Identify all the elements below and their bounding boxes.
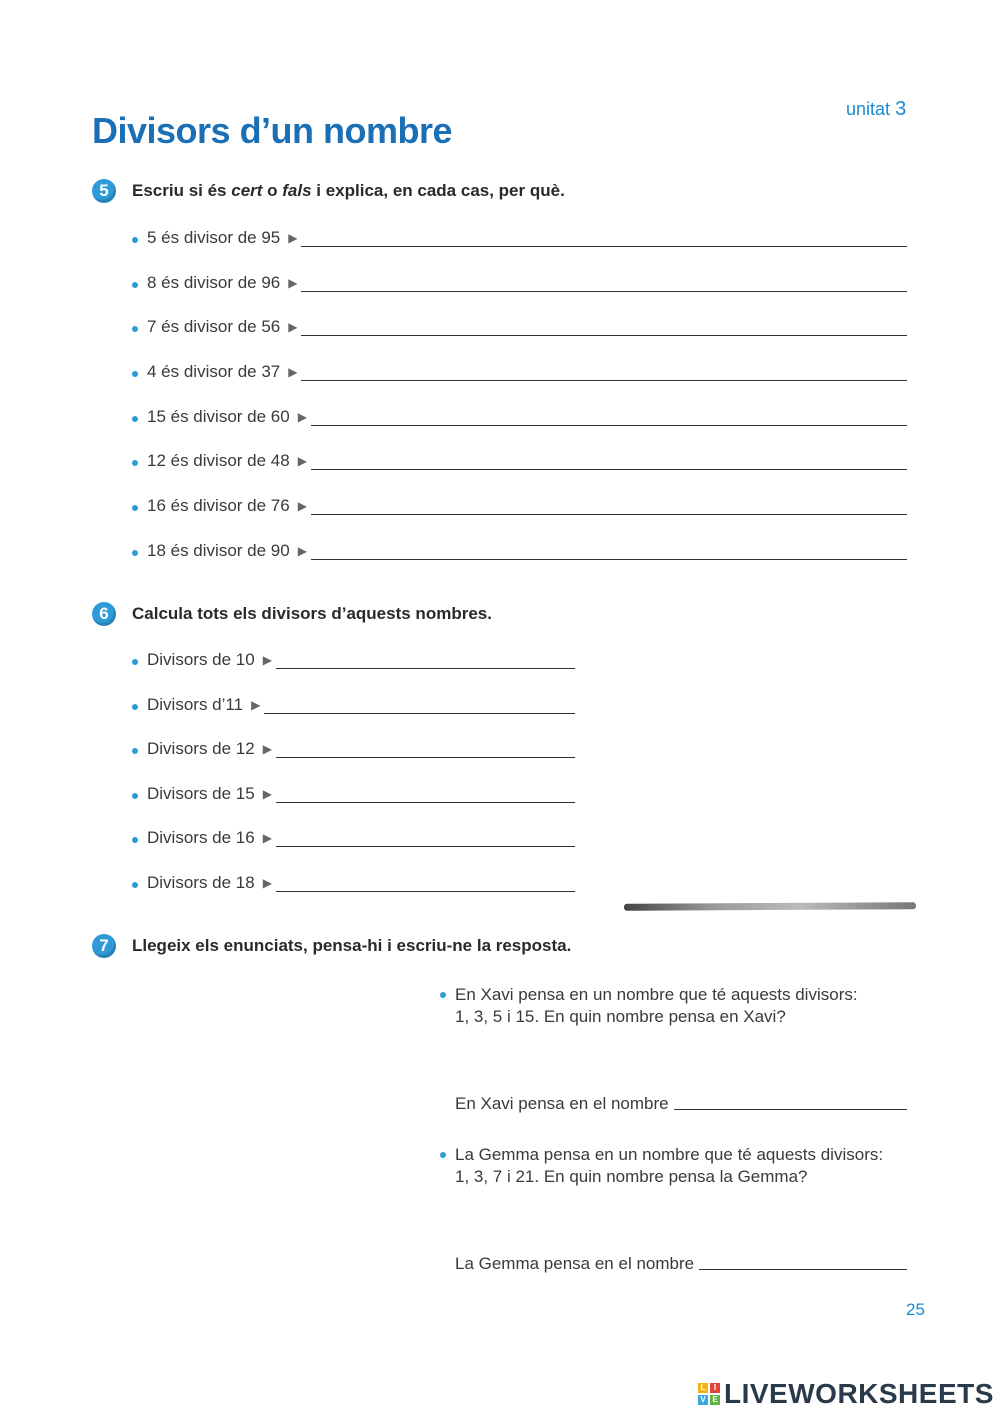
arrow-right-icon: ▶ — [297, 409, 307, 424]
list-item — [132, 226, 907, 250]
bullet-icon — [132, 505, 138, 511]
item-text: 4 és divisor de 37 — [147, 362, 281, 382]
list-item — [132, 360, 907, 384]
exercise-5-list — [132, 226, 907, 563]
item-text: 5 és divisor de 95 — [147, 228, 281, 247]
arrow-right-icon: ▶ — [297, 543, 307, 558]
list-item — [132, 449, 907, 473]
arrow-right-icon: ▶ — [288, 275, 298, 290]
answer-line[interactable] — [674, 1108, 907, 1110]
list-item — [132, 271, 907, 295]
arrow-right-icon: ▶ — [262, 786, 272, 801]
problem-2-statement — [440, 1144, 907, 1188]
bullet-icon — [132, 659, 138, 665]
item-text: 16 és divisor de 76 — [147, 496, 290, 516]
item-text: Divisors de 15 — [147, 783, 255, 803]
problem-text — [455, 984, 858, 1028]
bullet-icon — [132, 748, 138, 754]
answer-line[interactable] — [276, 890, 575, 892]
bullet-icon — [132, 460, 138, 466]
item-text: 7 és divisor de 56 — [147, 317, 281, 337]
problem-1-statement — [440, 984, 907, 1028]
item-text: 18 és divisor de 90 — [147, 540, 290, 560]
instr-part: i explica, en cada cas, per què. — [311, 181, 565, 200]
list-item — [132, 648, 575, 672]
problem-line: En Xavi pensa en un nombre que té aquests divisors: — [455, 985, 858, 1004]
item-text: Divisors d’11 — [147, 694, 244, 714]
arrow-right-icon: ▶ — [297, 499, 307, 514]
bullet-icon — [132, 282, 138, 288]
logo-letter: I — [710, 1383, 720, 1393]
page-number: 25 — [906, 1300, 925, 1319]
answer-line[interactable] — [276, 667, 575, 669]
answer-line[interactable] — [699, 1268, 907, 1270]
arrow-right-icon: ▶ — [297, 454, 307, 469]
bullet-icon — [132, 326, 138, 332]
page-title: Divisors d’un nombre — [92, 110, 453, 151]
problem-2 — [440, 1144, 907, 1276]
exercise-5-badge: 5 — [92, 179, 116, 203]
answer-line[interactable] — [276, 801, 575, 803]
bullet-icon — [132, 882, 138, 888]
answer-line[interactable] — [276, 845, 575, 847]
unit-number: 3 — [895, 98, 907, 120]
answer-line[interactable] — [301, 245, 907, 247]
item-text: Divisors de 18 — [147, 872, 255, 892]
instr-fals: fals — [282, 181, 312, 200]
list-item — [132, 494, 907, 518]
list-item — [132, 826, 575, 850]
instr-cert: cert — [231, 181, 263, 200]
arrow-right-icon: ▶ — [262, 831, 272, 846]
problem-line: 1, 3, 5 i 15. En quin nombre pensa en Xavi? — [455, 1007, 786, 1026]
bullet-icon — [132, 550, 138, 556]
list-item — [132, 693, 575, 717]
list-item — [132, 871, 575, 895]
liveworksheets-logo — [698, 1378, 994, 1410]
exercise-5-instruction — [132, 181, 565, 201]
exercise-7-badge: 7 — [92, 934, 116, 958]
exercise-7-instruction: Llegeix els enunciats, pensa-hi i escriu-ne la resposta. — [132, 936, 572, 955]
logo-letter: E — [710, 1395, 720, 1405]
bullet-icon — [440, 1152, 446, 1158]
arrow-right-icon: ▶ — [262, 653, 272, 667]
bullet-icon — [440, 992, 446, 998]
problem-line: 1, 3, 7 i 21. En quin nombre pensa la Gemma? — [455, 1167, 808, 1186]
problem-1-answer — [455, 1092, 907, 1116]
bullet-icon — [132, 416, 138, 422]
list-item — [132, 315, 907, 339]
unit-label — [846, 98, 906, 121]
logo-letter: L — [698, 1383, 708, 1393]
brush-stroke-divider — [624, 902, 916, 911]
answer-label: La Gemma pensa en el nombre — [455, 1254, 695, 1273]
arrow-right-icon: ▶ — [288, 365, 298, 380]
answer-line[interactable] — [301, 334, 907, 336]
bullet-icon — [132, 237, 138, 243]
arrow-right-icon: ▶ — [288, 320, 298, 335]
arrow-right-icon: ▶ — [262, 742, 272, 757]
problem-1 — [440, 984, 907, 1116]
answer-line[interactable] — [311, 513, 907, 515]
answer-line[interactable] — [311, 424, 907, 426]
item-text: Divisors de 10 — [147, 650, 255, 669]
list-item — [132, 782, 575, 806]
bullet-icon — [132, 837, 138, 843]
arrow-right-icon: ▶ — [288, 231, 298, 245]
item-text: 15 és divisor de 60 — [147, 406, 290, 426]
problem-line: La Gemma pensa en un nombre que té aquests divisors: — [455, 1145, 884, 1164]
list-item — [132, 405, 907, 429]
bullet-icon — [132, 704, 138, 710]
logo-grid-icon — [698, 1383, 720, 1405]
answer-line[interactable] — [301, 290, 907, 292]
exercise-6-instruction: Calcula tots els divisors d’aquests nombres. — [132, 604, 492, 623]
problem-2-answer — [455, 1252, 907, 1276]
answer-line[interactable] — [311, 468, 907, 470]
answer-line[interactable] — [311, 558, 907, 560]
bullet-icon — [132, 371, 138, 377]
answer-line[interactable] — [264, 712, 575, 714]
bullet-icon — [132, 793, 138, 799]
answer-line[interactable] — [301, 379, 907, 381]
unit-word: unitat — [846, 99, 891, 119]
item-text: Divisors de 12 — [147, 739, 255, 759]
exercise-6-badge: 6 — [92, 602, 116, 626]
answer-line[interactable] — [276, 756, 575, 758]
arrow-right-icon: ▶ — [251, 697, 261, 712]
problem-text — [455, 1144, 883, 1188]
arrow-right-icon: ▶ — [262, 875, 272, 890]
list-item — [132, 737, 575, 761]
list-item — [132, 539, 907, 563]
exercise-6-list — [132, 648, 575, 895]
item-text: Divisors de 16 — [147, 828, 255, 848]
item-text: 12 és divisor de 48 — [147, 451, 290, 471]
item-text: 8 és divisor de 96 — [147, 272, 281, 292]
logo-letter: V — [698, 1395, 708, 1405]
answer-label: En Xavi pensa en el nombre — [455, 1094, 669, 1113]
instr-part: Escriu si és — [132, 181, 232, 200]
instr-part: o — [262, 181, 283, 200]
logo-wordmark: LIVEWORKSHEETS — [724, 1378, 994, 1409]
